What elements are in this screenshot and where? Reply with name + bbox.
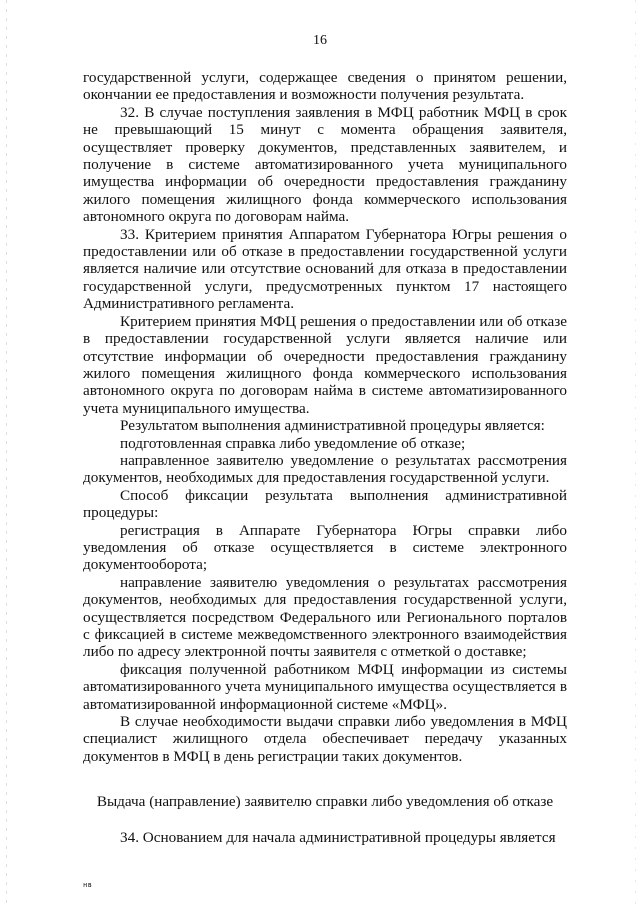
footer-mark: нв [83, 881, 93, 889]
paragraph: В случае необходимости выдачи справки либо уведомления в МФЦ специалист жилищного отдела обеспечивает передачу указанных документов в МФЦ в день регистрации таких документов. [83, 713, 567, 765]
scan-edge-right [635, 0, 636, 905]
paragraph: подготовленная справка либо уведомление об отказе; [120, 434, 466, 452]
page-number: 16 [313, 33, 327, 48]
paragraph: регистрация в Аппарате Губернатора Югры справки либо уведомления об отказе осуществляется в системе электронного документооборота; [83, 521, 567, 574]
body-text [83, 69, 567, 765]
paragraph: направление заявителю уведомления о результатах рассмотрения документов, необходимых для предоставления государственной услуги, осуществляется посредством Федерального или Регионального порталов с фиксацией в системе межведомственного электронного взаимодействия либо по адресу электронной почты заявителя с отметкой о доставке; [83, 573, 567, 661]
paragraph: Результатом выполнения административной процедуры является: [120, 417, 545, 435]
paragraph: государственной услуги, содержащее сведения о принятом решении, окончании ее предоставления и возможности получения результата. [83, 69, 567, 104]
paragraph: Способ фиксации результата выполнения административной процедуры: [83, 486, 567, 522]
paragraph-34: 34. Основанием для начала административной процедуры является [120, 829, 556, 846]
scan-edge-left [6, 0, 7, 905]
section-subheading: Выдача (направление) заявителю справки либо уведомления об отказе [96, 793, 554, 810]
paragraph: направленное заявителю уведомление о результатах рассмотрения документов, необходимых для предоставления государственной услуги. [83, 451, 567, 487]
paragraph: 32. В случае поступления заявления в МФЦ работник МФЦ в срок не превышающий 15 минут с момента обращения заявителя, осуществляет проверку документов, представленных заявителем, и получение в системе автоматизированного учета муниципального имущества информации об очередности предоставления гражданину жилого помещения жилищного фонда коммерческого использования автономного округа по договорам найма. [83, 103, 567, 226]
paragraph: Критерием принятия МФЦ решения о предоставлении или об отказе в предоставлении государственной услуги является наличие или отсутствие информации об очередности предоставления гражданину жилого помещения жилищного фонда коммерческого использования автономного округа по договорам найма в системе автоматизированного учета муниципального имущества. [83, 312, 567, 417]
paragraph: фиксация полученной работником МФЦ информации из системы автоматизированного учета муниципального имущества осуществляется в автоматизированной информационной системе «МФЦ». [83, 660, 567, 713]
paragraph: 33. Критерием принятия Аппаратом Губернатора Югры решения о предоставлении или об отказе в предоставлении государственной услуги является наличие или отсутствие оснований для отказа в предоставлении государственной услуги, предусмотренных пунктом 17 настоящего Административного регламента. [83, 225, 567, 313]
